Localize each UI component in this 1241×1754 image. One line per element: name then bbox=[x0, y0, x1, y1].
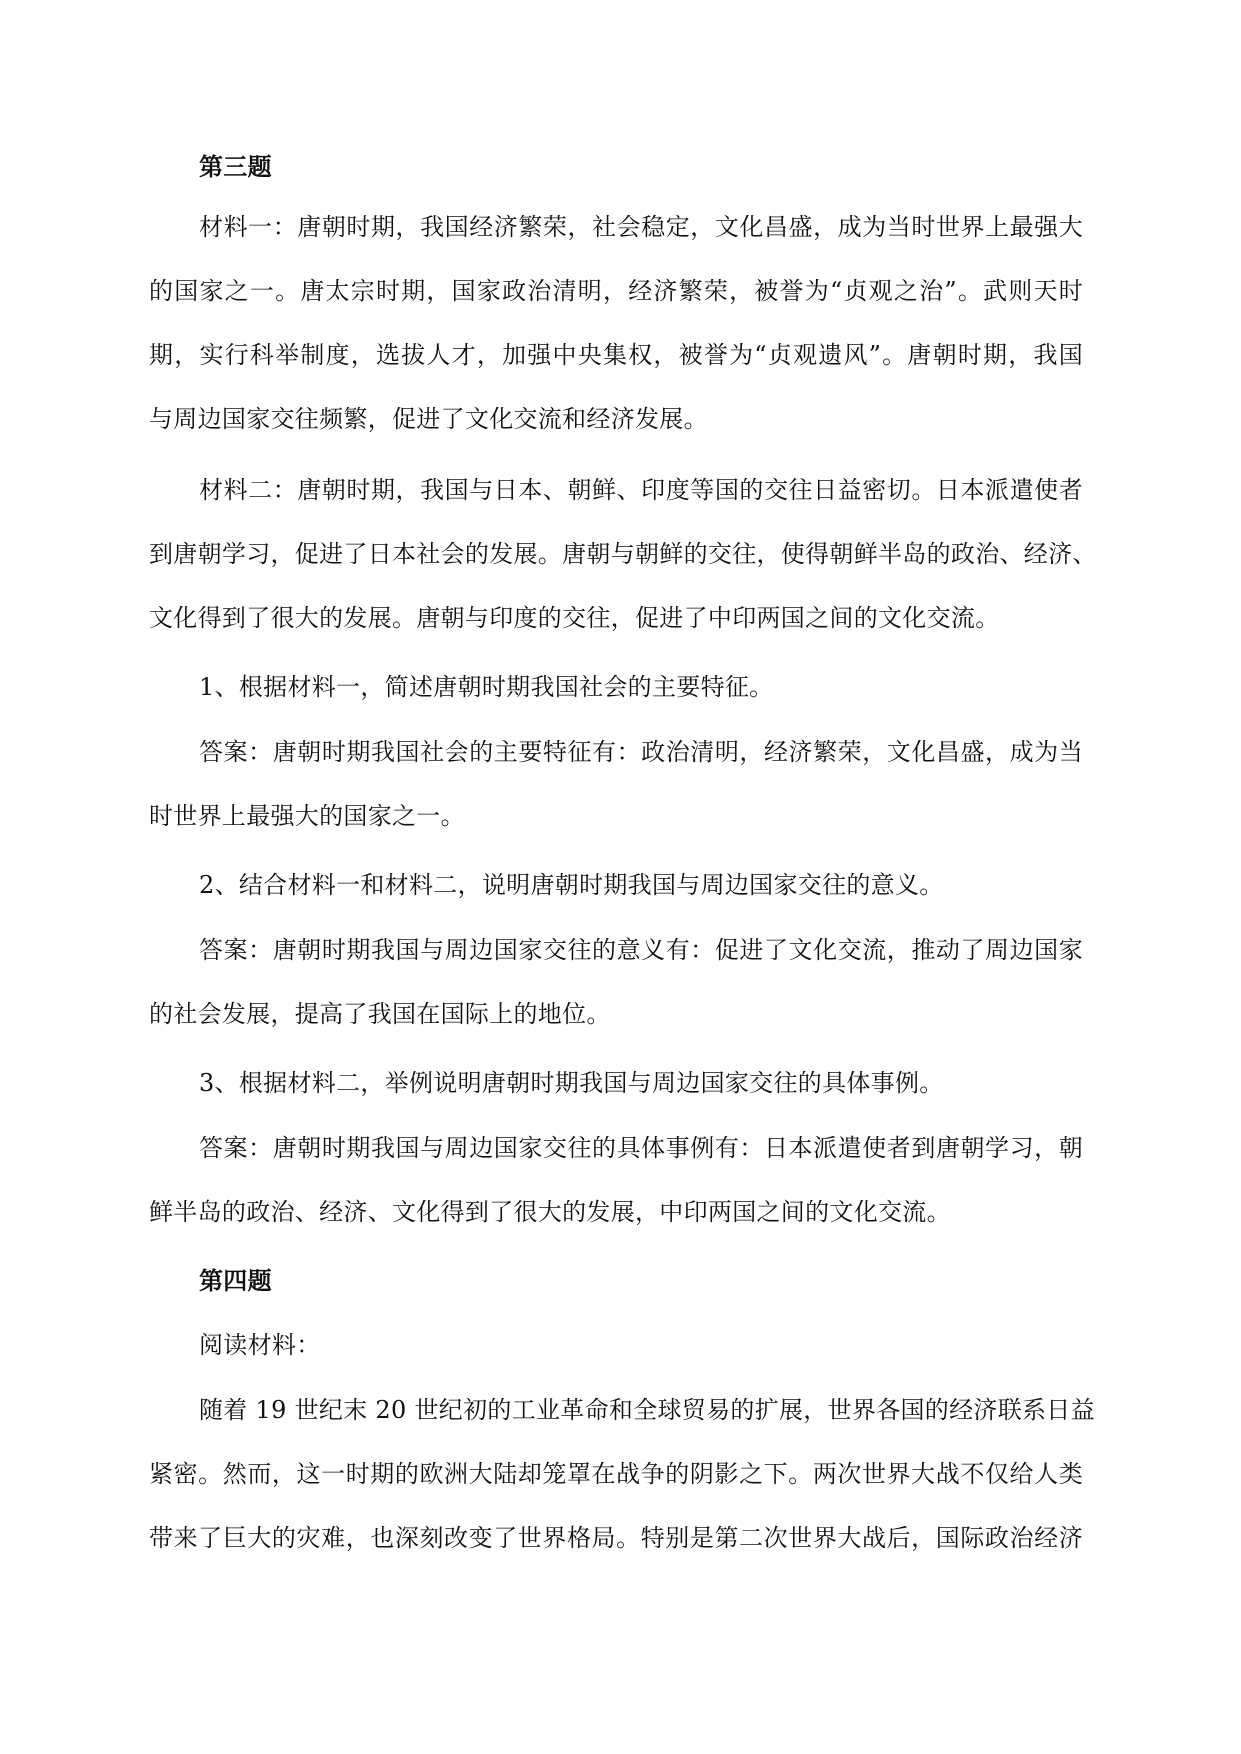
section3-material2-line1: 材料二：唐朝时期，我国与日本、朝鲜、印度等国的交往日益密切。日本派遣使者 bbox=[199, 476, 1083, 504]
section3-material1-line3: 期，实行科举制度，选拔人才，加强中央集权，被誉为“贞观遗风”。唐朝时期，我国 bbox=[149, 341, 1083, 369]
question-1: 1、根据材料一，简述唐朝时期我国社会的主要特征。 bbox=[199, 673, 774, 701]
section3-material1-line2: 的国家之一。唐太宗时期，国家政治清明，经济繁荣，被誉为“贞观之治”。武则天时 bbox=[149, 277, 1083, 305]
answer-1-line2: 时世界上最强大的国家之一。 bbox=[149, 802, 465, 830]
answer-3-line2: 鲜半岛的政治、经济、文化得到了很大的发展，中印两国之间的文化交流。 bbox=[149, 1198, 951, 1226]
answer-2-line2: 的社会发展，提高了我国在国际上的地位。 bbox=[149, 1000, 611, 1028]
question-2: 2、结合材料一和材料二，说明唐朝时期我国与周边国家交往的意义。 bbox=[199, 871, 944, 899]
section4-intro: 阅读材料： bbox=[199, 1331, 321, 1359]
section4-material-line2: 紧密。然而，这一时期的欧洲大陆却笼罩在战争的阴影之下。两次世界大战不仅给人类 bbox=[149, 1460, 1083, 1488]
section4-material-line1: 随着 19 世纪末 20 世纪初的工业革命和全球贸易的扩展，世界各国的经济联系日益 bbox=[199, 1396, 1095, 1424]
section4-title: 第四题 bbox=[199, 1267, 272, 1295]
answer-2-line1: 答案：唐朝时期我国与周边国家交往的意义有：促进了文化交流，推动了周边国家 bbox=[199, 936, 1083, 964]
section3-material1-line4: 与周边国家交往频繁，促进了文化交流和经济发展。 bbox=[149, 405, 708, 433]
section3-title: 第三题 bbox=[199, 153, 272, 181]
section3-material1-line1: 材料一：唐朝时期，我国经济繁荣，社会稳定，文化昌盛，成为当时世界上最强大 bbox=[199, 213, 1083, 241]
answer-3-line1: 答案：唐朝时期我国与周边国家交往的具体事例有：日本派遣使者到唐朝学习，朝 bbox=[199, 1134, 1083, 1162]
section3-material2-line2: 到唐朝学习，促进了日本社会的发展。唐朝与朝鲜的交往，使得朝鲜半岛的政治、经济、 bbox=[149, 540, 1097, 568]
question-3: 3、根据材料二，举例说明唐朝时期我国与周边国家交往的具体事例。 bbox=[199, 1069, 944, 1097]
section4-material-line3: 带来了巨大的灾难，也深刻改变了世界格局。特别是第二次世界大战后，国际政治经济 bbox=[149, 1524, 1083, 1552]
section3-material2-line3: 文化得到了很大的发展。唐朝与印度的交往，促进了中印两国之间的文化交流。 bbox=[149, 604, 1000, 632]
answer-1-line1: 答案：唐朝时期我国社会的主要特征有：政治清明，经济繁荣，文化昌盛，成为当 bbox=[199, 738, 1083, 766]
